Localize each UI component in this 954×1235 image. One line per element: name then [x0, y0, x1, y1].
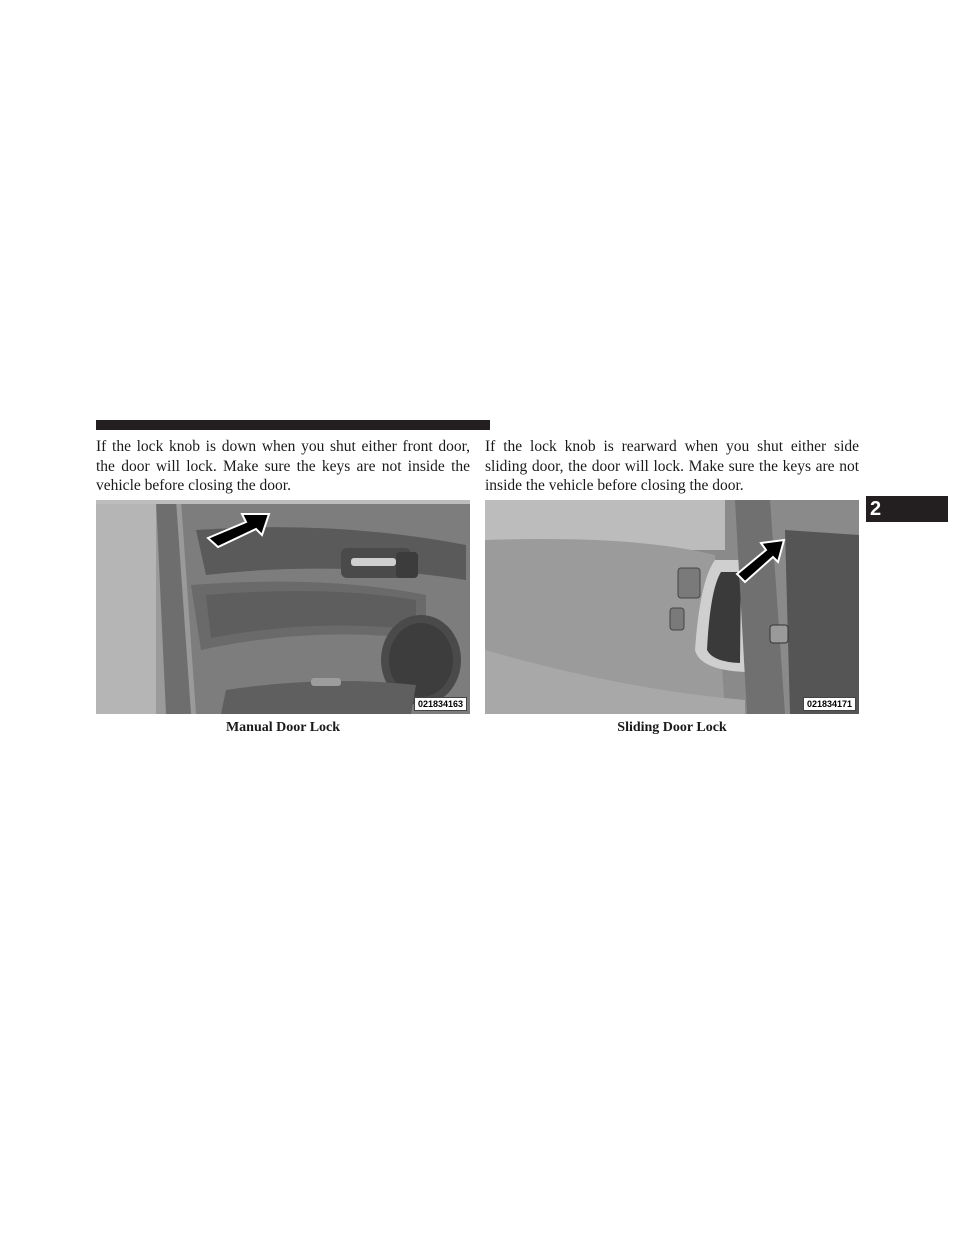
manual-lock-paragraph: If the lock knob is down when you shut either front door, the door will lock. Make sure the keys are not inside the vehicle before closing the door. [96, 438, 470, 494]
sliding-lock-paragraph: If the lock knob is rearward when you shut either side sliding door, the door will lock. Make sure the keys are not inside the vehicle before closing the door. [485, 438, 859, 494]
sliding-door-illustration [485, 500, 859, 714]
sliding-door-lock-caption: Sliding Door Lock [617, 720, 727, 735]
figure-code: 021834163 [414, 697, 467, 711]
figure-code: 021834171 [803, 697, 856, 711]
section-rule [96, 420, 490, 430]
sliding-door-lock-figure [485, 500, 859, 714]
section-tab: 2 [866, 496, 948, 522]
manual-door-lock-caption: Manual Door Lock [225, 720, 341, 735]
manual-door-lock-figure [96, 500, 470, 714]
manual-door-illustration [96, 500, 470, 714]
